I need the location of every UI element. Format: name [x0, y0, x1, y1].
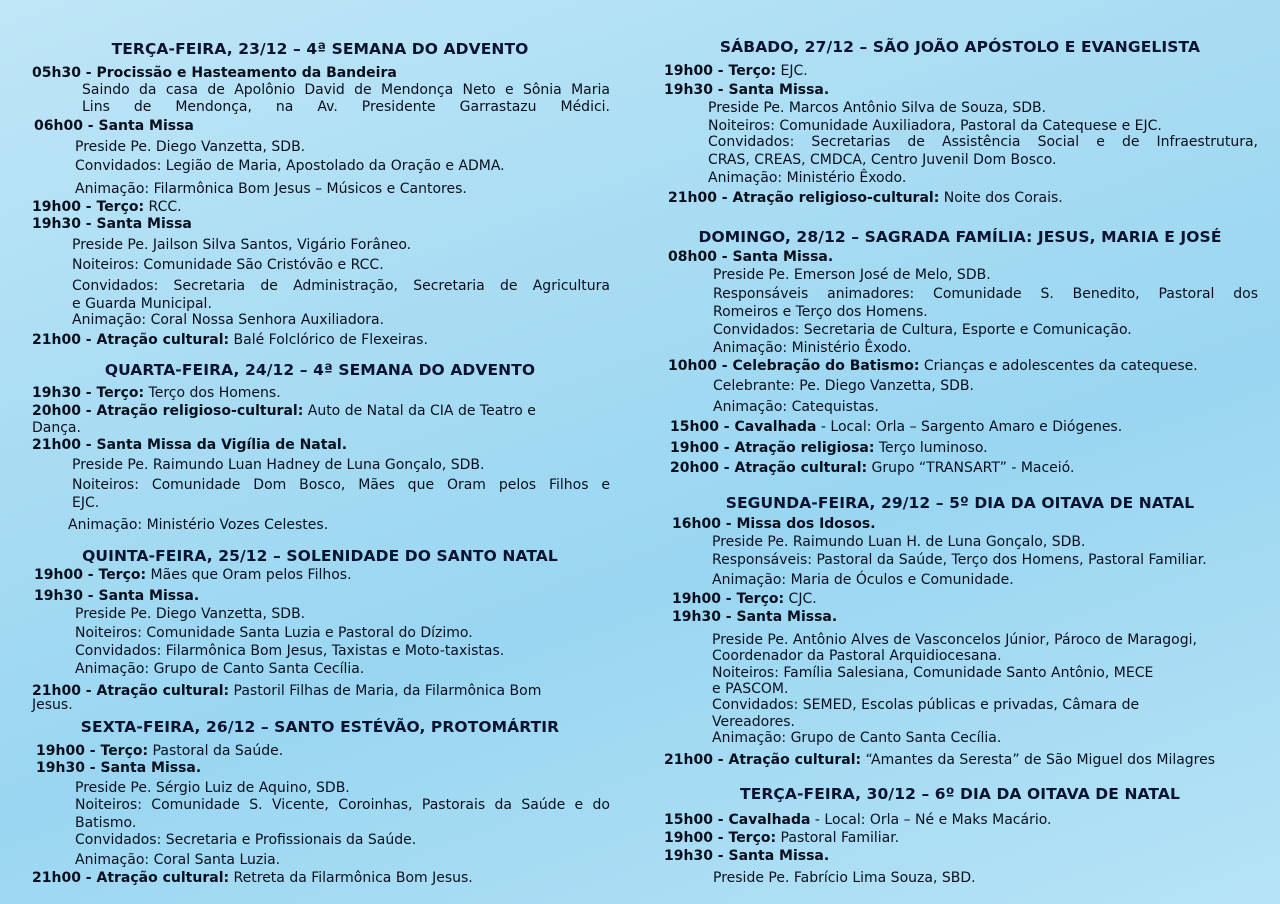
entry-time: 05h30 -	[32, 65, 97, 81]
entry-description: Animação: Catequistas.	[713, 399, 879, 415]
entry-description: e PASCOM.	[712, 681, 789, 697]
entry-time: 06h00 -	[34, 118, 99, 134]
entry-detail: EJC.	[776, 63, 808, 79]
entry-description: Animação: Coral Nossa Senhora Auxiliadora.	[72, 312, 385, 328]
entry-detail: Auto de Natal da CIA de Teatro e	[303, 403, 536, 419]
entry-time: 21h00 -	[664, 752, 729, 768]
entry-description: Noiteiros: Comunidade Auxiliadora, Pastoral da Catequese e EJC.	[708, 118, 1162, 134]
entry-detail: RCC.	[144, 199, 182, 215]
day-heading: QUINTA-FEIRA, 25/12 – SOLENIDADE DO SANTO NATAL	[82, 547, 558, 565]
entry-time: 21h00 -	[32, 437, 97, 453]
schedule-entry	[32, 403, 610, 419]
entry-title: Celebração do Batismo:	[732, 358, 920, 374]
entry-time: 19h30 -	[34, 588, 99, 604]
entry-title: Procissão e Hasteamento da Bandeira	[96, 65, 397, 81]
entry-time: 19h00 -	[36, 743, 101, 759]
entry-time: 19h30 -	[664, 848, 729, 864]
schedule-entry	[32, 199, 182, 215]
entry-title: Santa Missa.	[98, 588, 200, 604]
entry-title: Terço:	[728, 63, 777, 79]
entry-description: Responsáveis animadores: Comunidade S. Benedito, Pastoral dos	[713, 286, 1258, 302]
entry-time: 19h30 -	[672, 609, 737, 625]
entry-description: Convidados: SEMED, Escolas públicas e privadas, Câmara de	[712, 697, 1140, 713]
day-heading: TERÇA-FEIRA, 30/12 – 6º DIA DA OITAVA DE NATAL	[740, 785, 1180, 803]
entry-time: 19h00 -	[670, 440, 735, 456]
schedule-entry	[664, 82, 829, 98]
schedule-entry	[664, 848, 829, 864]
entry-time: 19h00 -	[34, 567, 99, 583]
entry-detail: - Local: Orla – Sargento Amaro e Diógenes.	[816, 419, 1123, 435]
entry-description: Romeiros e Terço dos Homens.	[713, 304, 928, 320]
entry-description: EJC.	[72, 495, 100, 511]
entry-title: Santa Missa	[98, 118, 194, 134]
entry-description: Vereadores.	[712, 714, 796, 730]
entry-detail: “Amantes da Seresta” de São Miguel dos Milagres	[861, 752, 1216, 768]
schedule-entry	[32, 216, 192, 232]
entry-time: 19h00 -	[664, 830, 729, 846]
schedule-entry	[32, 437, 347, 453]
entry-title: Atração religioso-cultural:	[96, 403, 304, 419]
entry-time: 10h00 -	[668, 358, 733, 374]
schedule-entry	[664, 752, 1215, 768]
entry-description: Convidados: Legião de Maria, Apostolado da Oração e ADMA.	[75, 158, 505, 174]
entry-time: 19h30 -	[32, 216, 97, 232]
entry-title: Atração cultural:	[728, 752, 862, 768]
day-heading: SEGUNDA-FEIRA, 29/12 – 5º DIA DA OITAVA DE NATAL	[725, 494, 1195, 512]
day-heading: DOMINGO, 28/12 – SAGRADA FAMÍLIA: JESUS, MARIA E JOSÉ	[698, 228, 1222, 246]
entry-description: Jesus.	[32, 697, 73, 713]
entry-time: 19h00 -	[664, 63, 729, 79]
entry-title: Terço:	[96, 385, 145, 401]
entry-time: 08h00 -	[668, 249, 733, 265]
entry-description: Noiteiros: Comunidade S. Vicente, Coroinhas, Pastorais da Saúde e do	[75, 797, 610, 813]
entry-title: Santa Missa	[96, 216, 192, 232]
entry-description: Noiteiros: Família Salesiana, Comunidade Santo Antônio, MECE	[712, 665, 1154, 681]
entry-title: Santa Missa.	[728, 82, 830, 98]
entry-description: Preside Pe. Diego Vanzetta, SDB.	[75, 606, 306, 622]
entry-description: Preside Pe. Jailson Silva Santos, Vigário Forâneo.	[72, 237, 412, 253]
entry-description: Convidados: Secretarias de Assistência Social e de Infraestrutura,	[708, 134, 1258, 150]
entry-title: Santa Missa da Vigília de Natal.	[96, 437, 348, 453]
schedule-entry	[32, 870, 473, 886]
entry-description: Preside Pe. Antônio Alves de Vasconcelos Júnior, Pároco de Maragogi,	[712, 632, 1197, 648]
entry-time: 19h30 -	[664, 82, 729, 98]
entry-description: Preside Pe. Raimundo Luan Hadney de Luna Gonçalo, SDB.	[72, 457, 485, 473]
entry-time: 20h00 -	[32, 403, 97, 419]
entry-title: Atração religioso-cultural:	[732, 190, 940, 206]
schedule-entry	[34, 118, 194, 134]
entry-description: Preside Pe. Sérgio Luiz de Aquino, SDB.	[75, 780, 350, 796]
entry-description: CRAS, CREAS, CMDCA, Centro Juvenil Dom Bosco.	[708, 152, 1057, 168]
entry-time: 21h00 -	[668, 190, 733, 206]
entry-detail: Crianças e adolescentes da catequese.	[919, 358, 1198, 374]
entry-time: 19h30 -	[36, 760, 101, 776]
entry-title: Atração religiosa:	[734, 440, 875, 456]
day-heading: TERÇA-FEIRA, 23/12 – 4ª SEMANA DO ADVENTO	[111, 40, 529, 58]
schedule-entry	[670, 440, 988, 456]
entry-description: Preside Pe. Raimundo Luan H. de Luna Gonçalo, SDB.	[712, 534, 1086, 550]
entry-description: Celebrante: Pe. Diego Vanzetta, SDB.	[713, 378, 974, 394]
schedule-entry	[36, 743, 283, 759]
entry-detail: Mães que Oram pelos Filhos.	[146, 567, 352, 583]
entry-time: 21h00 -	[32, 683, 97, 699]
entry-description: Convidados: Filarmônica Bom Jesus, Taxistas e Moto-taxistas.	[75, 643, 505, 659]
entry-title: Terço:	[96, 199, 145, 215]
entry-time: 19h00 -	[32, 199, 97, 215]
entry-description: Coordenador da Pastoral Arquidiocesana.	[712, 648, 1002, 664]
entry-title: Santa Missa.	[732, 249, 834, 265]
entry-time: 15h00 -	[670, 419, 735, 435]
entry-description: Animação: Coral Santa Luzia.	[75, 852, 281, 868]
entry-detail: Pastoral Familiar.	[776, 830, 900, 846]
entry-title: Cavalhada	[734, 419, 817, 435]
schedule-entry	[672, 591, 817, 607]
entry-description: Convidados: Secretaria e Profissionais da Saúde.	[75, 832, 417, 848]
entry-time: 19h00 -	[672, 591, 737, 607]
schedule-entry	[670, 460, 1074, 476]
day-heading: QUARTA-FEIRA, 24/12 – 4ª SEMANA DO ADVENTO	[104, 361, 536, 379]
entry-description: Convidados: Secretaria de Cultura, Esporte e Comunicação.	[713, 322, 1132, 338]
schedule-entry	[672, 516, 876, 532]
entry-title: Santa Missa.	[728, 848, 830, 864]
entry-title: Terço:	[98, 567, 147, 583]
entry-detail: - Local: Orla – Né e Maks Macário.	[810, 812, 1052, 828]
entry-description: Preside Pe. Emerson José de Melo, SDB.	[713, 267, 991, 283]
entry-detail: Grupo “TRANSART” - Maceió.	[867, 460, 1075, 476]
entry-description: Preside Pe. Diego Vanzetta, SDB.	[75, 139, 306, 155]
entry-title: Terço:	[100, 743, 149, 759]
schedule-entry	[664, 830, 899, 846]
entry-title: Atração cultural:	[96, 683, 230, 699]
schedule-entry	[670, 419, 1122, 435]
entry-title: Terço:	[728, 830, 777, 846]
entry-detail: Terço dos Homens.	[144, 385, 281, 401]
entry-detail: Balé Folclórico de Flexeiras.	[229, 332, 428, 348]
entry-description: Dança.	[32, 420, 81, 436]
entry-description: Noiteiros: Comunidade Santa Luzia e Pastoral do Dízimo.	[75, 625, 473, 641]
entry-description: Lins de Mendonça, na Av. Presidente Garrastazu Médici.	[82, 99, 610, 115]
entry-description: Animação: Ministério Êxodo.	[708, 170, 907, 186]
entry-description: e Guarda Municipal.	[72, 296, 212, 312]
entry-detail: Terço luminoso.	[874, 440, 988, 456]
entry-title: Santa Missa.	[100, 760, 202, 776]
schedule-entry	[36, 760, 201, 776]
entry-description: Saindo da casa de Apolônio David de Mendonça Neto e Sônia Maria	[82, 82, 610, 98]
schedule-entry	[668, 190, 1063, 206]
entry-time: 15h00 -	[664, 812, 729, 828]
entry-description: Animação: Grupo de Canto Santa Cecília.	[75, 661, 365, 677]
entry-description: Batismo.	[75, 815, 137, 831]
entry-time: 21h00 -	[32, 332, 97, 348]
entry-description: Animação: Filarmônica Bom Jesus – Músicos e Cantores.	[75, 181, 467, 197]
schedule-entry	[672, 609, 837, 625]
entry-title: Atração cultural:	[96, 870, 230, 886]
entry-detail: CJC.	[784, 591, 817, 607]
schedule-entry	[32, 385, 281, 401]
entry-description: Responsáveis: Pastoral da Saúde, Terço dos Homens, Pastoral Familiar.	[712, 552, 1207, 568]
entry-title: Atração cultural:	[734, 460, 868, 476]
schedule-entry	[32, 65, 397, 81]
entry-title: Terço:	[736, 591, 785, 607]
entry-description: Preside Pe. Marcos Antônio Silva de Souza, SDB.	[708, 100, 1047, 116]
schedule-entry	[32, 332, 428, 348]
entry-title: Missa dos Idosos.	[736, 516, 876, 532]
entry-time: 20h00 -	[670, 460, 735, 476]
entry-detail: Pastoral da Saúde.	[148, 743, 284, 759]
entry-description: Noiteiros: Comunidade Dom Bosco, Mães que Oram pelos Filhos e	[72, 477, 610, 493]
schedule-entry	[34, 588, 199, 604]
schedule-entry	[32, 683, 610, 699]
entry-description: Noiteiros: Comunidade São Cristóvão e RCC.	[72, 257, 384, 273]
schedule-entry	[664, 63, 808, 79]
entry-description: Preside Pe. Fabrício Lima Souza, SBD.	[713, 870, 976, 886]
schedule-entry	[668, 358, 1198, 374]
entry-description: Animação: Ministério Êxodo.	[713, 340, 912, 356]
entry-detail: Noite dos Corais.	[939, 190, 1063, 206]
schedule-entry	[34, 567, 352, 583]
entry-description: Animação: Ministério Vozes Celestes.	[68, 517, 329, 533]
entry-description: Convidados: Secretaria de Administração, Secretaria de Agricultura	[72, 278, 610, 294]
entry-time: 19h30 -	[32, 385, 97, 401]
entry-title: Santa Missa.	[736, 609, 838, 625]
entry-title: Atração cultural:	[96, 332, 230, 348]
entry-detail: Pastoril Filhas de Maria, da Filarmônica Bom	[229, 683, 542, 699]
entry-detail: Retreta da Filarmônica Bom Jesus.	[229, 870, 473, 886]
schedule-entry	[664, 812, 1052, 828]
day-heading: SÁBADO, 27/12 – SÃO JOÃO APÓSTOLO E EVANGELISTA	[719, 38, 1201, 56]
entry-time: 21h00 -	[32, 870, 97, 886]
entry-time: 16h00 -	[672, 516, 737, 532]
entry-description: Animação: Maria de Óculos e Comunidade.	[712, 572, 1014, 588]
entry-description: Animação: Grupo de Canto Santa Cecília.	[712, 730, 1002, 746]
day-heading: SEXTA-FEIRA, 26/12 – SANTO ESTÉVÃO, PROTOMÁRTIR	[80, 718, 560, 736]
entry-title: Cavalhada	[728, 812, 811, 828]
schedule-entry	[668, 249, 833, 265]
